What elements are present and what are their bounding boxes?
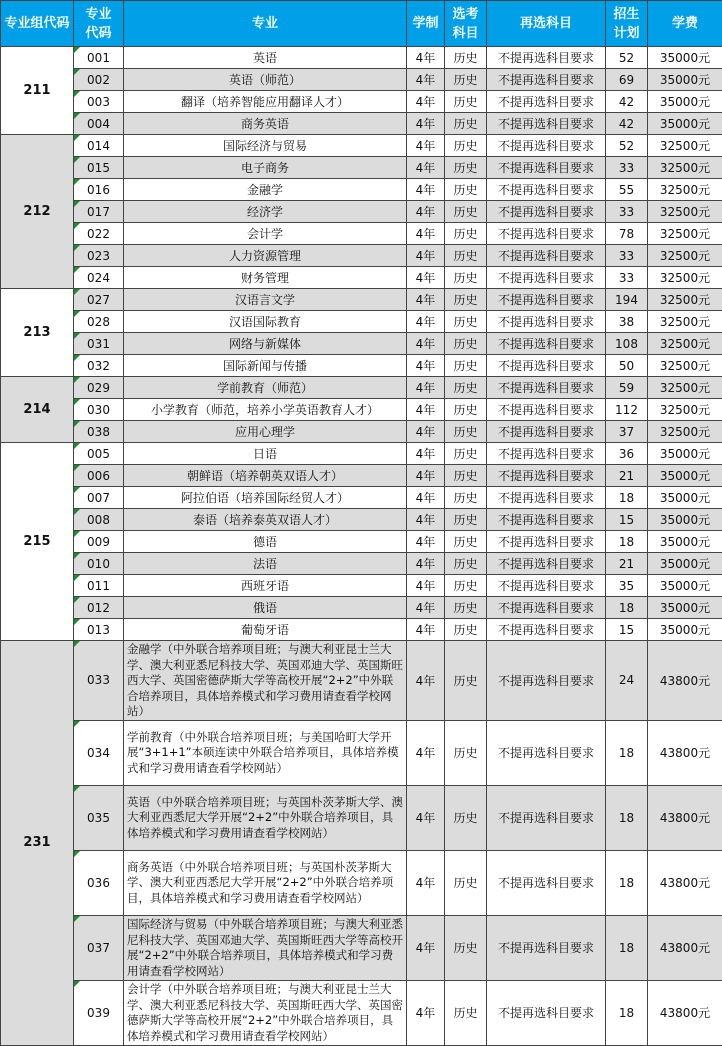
reselect-requirement-cell: 不提再选科目要求 (487, 223, 606, 245)
group-code-cell: 212 (1, 135, 74, 289)
major-code-cell: 035 (74, 785, 124, 850)
plan-count-cell: 108 (606, 333, 648, 355)
header-subject: 选考 科目 (445, 1, 487, 47)
header-years: 学制 (407, 1, 445, 47)
subject-cell: 历史 (445, 179, 487, 201)
plan-count-cell: 18 (606, 531, 648, 553)
tuition-fee-cell: 32500元 (648, 355, 722, 377)
tuition-fee-cell: 35000元 (648, 575, 722, 597)
group-code-cell: 213 (1, 289, 74, 377)
years-cell: 4年 (407, 597, 445, 619)
years-cell: 4年 (407, 91, 445, 113)
plan-count-cell: 33 (606, 267, 648, 289)
reselect-requirement-cell: 不提再选科目要求 (487, 201, 606, 223)
table-row (1, 91, 722, 113)
subject-cell: 历史 (445, 201, 487, 223)
reselect-requirement-cell: 不提再选科目要求 (487, 443, 606, 465)
reselect-requirement-cell: 不提再选科目要求 (487, 47, 606, 69)
years-cell: 4年 (407, 421, 445, 443)
major-code-cell: 029 (74, 377, 124, 399)
table-row (1, 443, 722, 465)
years-cell: 4年 (407, 850, 445, 915)
subject-cell: 历史 (445, 245, 487, 267)
table-row (1, 377, 722, 399)
years-cell: 4年 (407, 443, 445, 465)
table-row (1, 311, 722, 333)
subject-cell: 历史 (445, 289, 487, 311)
tuition-fee-cell: 35000元 (648, 113, 722, 135)
plan-count-cell: 15 (606, 509, 648, 531)
major-code-cell: 017 (74, 201, 124, 223)
table-row (1, 223, 722, 245)
major-code-cell: 030 (74, 399, 124, 421)
major-name-cell: 商务英语（中外联合培养项目班；与英国朴茨茅斯大学、澳大利亚西悉尼大学开展“2+2”中外联合培养项目，具体培养模式和学习费用请查看学校网站） (124, 850, 407, 915)
subject-cell: 历史 (445, 267, 487, 289)
plan-count-cell: 55 (606, 179, 648, 201)
major-code-cell: 012 (74, 597, 124, 619)
plan-count-cell: 21 (606, 553, 648, 575)
table-row (1, 157, 722, 179)
group-code-cell: 214 (1, 377, 74, 443)
years-cell: 4年 (407, 553, 445, 575)
subject-cell: 历史 (445, 785, 487, 850)
tuition-fee-cell: 35000元 (648, 597, 722, 619)
table-row (1, 333, 722, 355)
table-row (1, 641, 722, 721)
plan-count-cell: 18 (606, 785, 648, 850)
plan-count-cell: 69 (606, 69, 648, 91)
tuition-fee-cell: 43800元 (648, 915, 722, 980)
header-row (1, 1, 722, 47)
major-code-cell: 033 (74, 641, 124, 721)
header-reselect: 再选科目 (487, 1, 606, 47)
major-code-cell: 005 (74, 443, 124, 465)
reselect-requirement-cell: 不提再选科目要求 (487, 179, 606, 201)
plan-count-cell: 59 (606, 377, 648, 399)
plan-count-cell: 15 (606, 619, 648, 641)
table-row (1, 421, 722, 443)
major-code-cell: 039 (74, 980, 124, 1045)
plan-count-cell: 33 (606, 245, 648, 267)
table-body (1, 47, 722, 1046)
major-code-cell: 003 (74, 91, 124, 113)
years-cell: 4年 (407, 399, 445, 421)
tuition-fee-cell: 35000元 (648, 509, 722, 531)
years-cell: 4年 (407, 619, 445, 641)
tuition-fee-cell: 35000元 (648, 69, 722, 91)
table-row (1, 487, 722, 509)
tuition-fee-cell: 32500元 (648, 311, 722, 333)
major-code-cell: 007 (74, 487, 124, 509)
table-row (1, 531, 722, 553)
tuition-fee-cell: 35000元 (648, 531, 722, 553)
reselect-requirement-cell: 不提再选科目要求 (487, 597, 606, 619)
major-name-cell: 西班牙语 (124, 575, 407, 597)
major-code-cell: 001 (74, 47, 124, 69)
years-cell: 4年 (407, 47, 445, 69)
table-row (1, 267, 722, 289)
table-row (1, 245, 722, 267)
reselect-requirement-cell: 不提再选科目要求 (487, 915, 606, 980)
years-cell: 4年 (407, 179, 445, 201)
table-row (1, 399, 722, 421)
reselect-requirement-cell: 不提再选科目要求 (487, 850, 606, 915)
subject-cell: 历史 (445, 597, 487, 619)
table-row (1, 553, 722, 575)
header-group-code: 专业组代码 (1, 1, 74, 47)
major-name-cell: 财务管理 (124, 267, 407, 289)
major-code-cell: 002 (74, 69, 124, 91)
subject-cell: 历史 (445, 113, 487, 135)
reselect-requirement-cell: 不提再选科目要求 (487, 311, 606, 333)
tuition-fee-cell: 43800元 (648, 785, 722, 850)
table-row (1, 980, 722, 1045)
major-code-cell: 008 (74, 509, 124, 531)
reselect-requirement-cell: 不提再选科目要求 (487, 399, 606, 421)
major-code-cell: 027 (74, 289, 124, 311)
tuition-fee-cell: 32500元 (648, 399, 722, 421)
years-cell: 4年 (407, 311, 445, 333)
group-code-cell: 211 (1, 47, 74, 135)
table-row (1, 850, 722, 915)
years-cell: 4年 (407, 641, 445, 721)
reselect-requirement-cell: 不提再选科目要求 (487, 641, 606, 721)
tuition-fee-cell: 32500元 (648, 179, 722, 201)
table-row (1, 289, 722, 311)
subject-cell: 历史 (445, 575, 487, 597)
reselect-requirement-cell: 不提再选科目要求 (487, 289, 606, 311)
tuition-fee-cell: 32500元 (648, 267, 722, 289)
major-code-cell: 037 (74, 915, 124, 980)
subject-cell: 历史 (445, 509, 487, 531)
tuition-fee-cell: 43800元 (648, 720, 722, 785)
reselect-requirement-cell: 不提再选科目要求 (487, 980, 606, 1045)
tuition-fee-cell: 32500元 (648, 157, 722, 179)
major-name-cell: 国际新闻与传播 (124, 355, 407, 377)
tuition-fee-cell: 32500元 (648, 245, 722, 267)
reselect-requirement-cell: 不提再选科目要求 (487, 421, 606, 443)
reselect-requirement-cell: 不提再选科目要求 (487, 487, 606, 509)
major-name-cell: 电子商务 (124, 157, 407, 179)
major-name-cell: 葡萄牙语 (124, 619, 407, 641)
tuition-fee-cell: 35000元 (648, 91, 722, 113)
subject-cell: 历史 (445, 619, 487, 641)
reselect-requirement-cell: 不提再选科目要求 (487, 465, 606, 487)
table-row (1, 597, 722, 619)
header-fee: 学费 (648, 1, 722, 47)
major-name-cell: 汉语言文学 (124, 289, 407, 311)
major-code-cell: 006 (74, 465, 124, 487)
subject-cell: 历史 (445, 641, 487, 721)
plan-count-cell: 36 (606, 443, 648, 465)
reselect-requirement-cell: 不提再选科目要求 (487, 531, 606, 553)
plan-count-cell: 18 (606, 487, 648, 509)
major-code-cell: 022 (74, 223, 124, 245)
table-row (1, 179, 722, 201)
tuition-fee-cell: 43800元 (648, 980, 722, 1045)
reselect-requirement-cell: 不提再选科目要求 (487, 553, 606, 575)
tuition-fee-cell: 35000元 (648, 47, 722, 69)
major-code-cell: 034 (74, 720, 124, 785)
years-cell: 4年 (407, 267, 445, 289)
years-cell: 4年 (407, 157, 445, 179)
major-name-cell: 英语（中外联合培养项目班；与英国朴茨茅斯大学、澳大利亚西悉尼大学开展“2+2”中外联合培养项目，具体培养模式和学习费用请查看学校网站） (124, 785, 407, 850)
table-row (1, 720, 722, 785)
reselect-requirement-cell: 不提再选科目要求 (487, 267, 606, 289)
years-cell: 4年 (407, 377, 445, 399)
tuition-fee-cell: 32500元 (648, 201, 722, 223)
plan-count-cell: 78 (606, 223, 648, 245)
years-cell: 4年 (407, 465, 445, 487)
years-cell: 4年 (407, 135, 445, 157)
subject-cell: 历史 (445, 915, 487, 980)
major-code-cell: 031 (74, 333, 124, 355)
years-cell: 4年 (407, 980, 445, 1045)
subject-cell: 历史 (445, 223, 487, 245)
tuition-fee-cell: 43800元 (648, 641, 722, 721)
major-name-cell: 会计学 (124, 223, 407, 245)
major-code-cell: 011 (74, 575, 124, 597)
table-row (1, 47, 722, 69)
major-code-cell: 015 (74, 157, 124, 179)
header-major-code: 专业 代码 (74, 1, 124, 47)
subject-cell: 历史 (445, 553, 487, 575)
subject-cell: 历史 (445, 377, 487, 399)
years-cell: 4年 (407, 201, 445, 223)
years-cell: 4年 (407, 289, 445, 311)
major-name-cell: 国际经济与贸易（中外联合培养项目班；与澳大利亚悉尼科技大学、英国邓迪大学、英国斯旺西大学等高校开展“2+2”中外联合培养项目，具体培养模式和学习费用请查看学校网站） (124, 915, 407, 980)
subject-cell: 历史 (445, 850, 487, 915)
table-row (1, 619, 722, 641)
subject-cell: 历史 (445, 465, 487, 487)
subject-cell: 历史 (445, 421, 487, 443)
tuition-fee-cell: 32500元 (648, 289, 722, 311)
plan-count-cell: 194 (606, 289, 648, 311)
major-name-cell: 小学教育（师范，培养小学英语教育人才） (124, 399, 407, 421)
plan-count-cell: 50 (606, 355, 648, 377)
plan-count-cell: 18 (606, 980, 648, 1045)
table-row (1, 69, 722, 91)
major-code-cell: 009 (74, 531, 124, 553)
reselect-requirement-cell: 不提再选科目要求 (487, 245, 606, 267)
header-major: 专业 (124, 1, 407, 47)
major-name-cell: 经济学 (124, 201, 407, 223)
table-row (1, 575, 722, 597)
subject-cell: 历史 (445, 980, 487, 1045)
plan-count-cell: 33 (606, 201, 648, 223)
major-name-cell: 汉语国际教育 (124, 311, 407, 333)
plan-count-cell: 18 (606, 720, 648, 785)
reselect-requirement-cell: 不提再选科目要求 (487, 69, 606, 91)
reselect-requirement-cell: 不提再选科目要求 (487, 135, 606, 157)
table-row (1, 201, 722, 223)
plan-count-cell: 37 (606, 421, 648, 443)
tuition-fee-cell: 32500元 (648, 377, 722, 399)
reselect-requirement-cell: 不提再选科目要求 (487, 355, 606, 377)
group-code-cell: 215 (1, 443, 74, 641)
reselect-requirement-cell: 不提再选科目要求 (487, 785, 606, 850)
subject-cell: 历史 (445, 135, 487, 157)
reselect-requirement-cell: 不提再选科目要求 (487, 113, 606, 135)
years-cell: 4年 (407, 245, 445, 267)
years-cell: 4年 (407, 69, 445, 91)
major-name-cell: 日语 (124, 443, 407, 465)
major-code-cell: 036 (74, 850, 124, 915)
tuition-fee-cell: 32500元 (648, 223, 722, 245)
major-name-cell: 网络与新媒体 (124, 333, 407, 355)
subject-cell: 历史 (445, 69, 487, 91)
major-name-cell: 翻译（培养智能应用翻译人才） (124, 91, 407, 113)
major-name-cell: 学前教育（师范） (124, 377, 407, 399)
reselect-requirement-cell: 不提再选科目要求 (487, 509, 606, 531)
subject-cell: 历史 (445, 487, 487, 509)
reselect-requirement-cell: 不提再选科目要求 (487, 377, 606, 399)
plan-count-cell: 35 (606, 575, 648, 597)
plan-count-cell: 18 (606, 915, 648, 980)
subject-cell: 历史 (445, 47, 487, 69)
major-name-cell: 商务英语 (124, 113, 407, 135)
major-name-cell: 金融学（中外联合培养项目班；与澳大利亚昆士兰大学、澳大利亚悉尼科技大学、英国邓迪大学、英国斯旺西大学、英国密德萨斯大学等高校开展“2+2”中外联合培养项目，具体培养模式和学习费用请查看学校网站） (124, 641, 407, 721)
plan-count-cell: 18 (606, 597, 648, 619)
tuition-fee-cell: 32500元 (648, 135, 722, 157)
plan-count-cell: 112 (606, 399, 648, 421)
plan-count-cell: 21 (606, 465, 648, 487)
subject-cell: 历史 (445, 333, 487, 355)
years-cell: 4年 (407, 785, 445, 850)
table-row (1, 915, 722, 980)
subject-cell: 历史 (445, 311, 487, 333)
major-name-cell: 泰语（培养泰英双语人才） (124, 509, 407, 531)
plan-count-cell: 42 (606, 91, 648, 113)
years-cell: 4年 (407, 531, 445, 553)
table-row (1, 135, 722, 157)
table-row (1, 355, 722, 377)
plan-count-cell: 24 (606, 641, 648, 721)
major-name-cell: 国际经济与贸易 (124, 135, 407, 157)
major-name-cell: 英语（师范） (124, 69, 407, 91)
years-cell: 4年 (407, 113, 445, 135)
major-code-cell: 024 (74, 267, 124, 289)
major-code-cell: 004 (74, 113, 124, 135)
major-name-cell: 英语 (124, 47, 407, 69)
tuition-fee-cell: 35000元 (648, 465, 722, 487)
years-cell: 4年 (407, 487, 445, 509)
plan-count-cell: 38 (606, 311, 648, 333)
major-code-cell: 032 (74, 355, 124, 377)
tuition-fee-cell: 32500元 (648, 333, 722, 355)
years-cell: 4年 (407, 509, 445, 531)
major-name-cell: 朝鲜语（培养朝英双语人才） (124, 465, 407, 487)
tuition-fee-cell: 35000元 (648, 443, 722, 465)
tuition-fee-cell: 43800元 (648, 850, 722, 915)
major-code-cell: 010 (74, 553, 124, 575)
years-cell: 4年 (407, 915, 445, 980)
tuition-fee-cell: 35000元 (648, 487, 722, 509)
reselect-requirement-cell: 不提再选科目要求 (487, 333, 606, 355)
group-code-cell: 231 (1, 641, 74, 1046)
years-cell: 4年 (407, 223, 445, 245)
reselect-requirement-cell: 不提再选科目要求 (487, 575, 606, 597)
major-name-cell: 德语 (124, 531, 407, 553)
tuition-fee-cell: 32500元 (648, 421, 722, 443)
major-name-cell: 法语 (124, 553, 407, 575)
years-cell: 4年 (407, 575, 445, 597)
table-row (1, 509, 722, 531)
plan-count-cell: 33 (606, 157, 648, 179)
major-name-cell: 会计学（中外联合培养项目班；与澳大利亚昆士兰大学、澳大利亚悉尼科技大学、英国斯旺西大学、英国密德萨斯大学等高校开展“2+2”中外联合培养项目，具体培养模式和学习费用请查看学校网站） (124, 980, 407, 1045)
reselect-requirement-cell: 不提再选科目要求 (487, 720, 606, 785)
subject-cell: 历史 (445, 399, 487, 421)
reselect-requirement-cell: 不提再选科目要求 (487, 91, 606, 113)
major-name-cell: 应用心理学 (124, 421, 407, 443)
major-name-cell: 学前教育（中外联合培养项目班；与美国哈町大学开展“3+1+1”本硕连读中外联合培养项目，具体培养模式和学习费用请查看学校网站） (124, 720, 407, 785)
major-code-cell: 013 (74, 619, 124, 641)
subject-cell: 历史 (445, 720, 487, 785)
major-name-cell: 阿拉伯语（培养国际经贸人才） (124, 487, 407, 509)
subject-cell: 历史 (445, 157, 487, 179)
table-row (1, 113, 722, 135)
major-code-cell: 038 (74, 421, 124, 443)
header-plan: 招生 计划 (606, 1, 648, 47)
tuition-fee-cell: 35000元 (648, 619, 722, 641)
plan-count-cell: 52 (606, 135, 648, 157)
table-row (1, 465, 722, 487)
major-name-cell: 金融学 (124, 179, 407, 201)
major-name-cell: 人力资源管理 (124, 245, 407, 267)
reselect-requirement-cell: 不提再选科目要求 (487, 619, 606, 641)
subject-cell: 历史 (445, 531, 487, 553)
major-code-cell: 023 (74, 245, 124, 267)
reselect-requirement-cell: 不提再选科目要求 (487, 157, 606, 179)
major-code-cell: 028 (74, 311, 124, 333)
subject-cell: 历史 (445, 91, 487, 113)
major-code-cell: 016 (74, 179, 124, 201)
major-name-cell: 俄语 (124, 597, 407, 619)
tuition-fee-cell: 35000元 (648, 553, 722, 575)
plan-count-cell: 42 (606, 113, 648, 135)
years-cell: 4年 (407, 355, 445, 377)
years-cell: 4年 (407, 720, 445, 785)
plan-count-cell: 18 (606, 850, 648, 915)
subject-cell: 历史 (445, 355, 487, 377)
plan-count-cell: 52 (606, 47, 648, 69)
major-code-cell: 014 (74, 135, 124, 157)
table-row (1, 785, 722, 850)
subject-cell: 历史 (445, 443, 487, 465)
years-cell: 4年 (407, 333, 445, 355)
